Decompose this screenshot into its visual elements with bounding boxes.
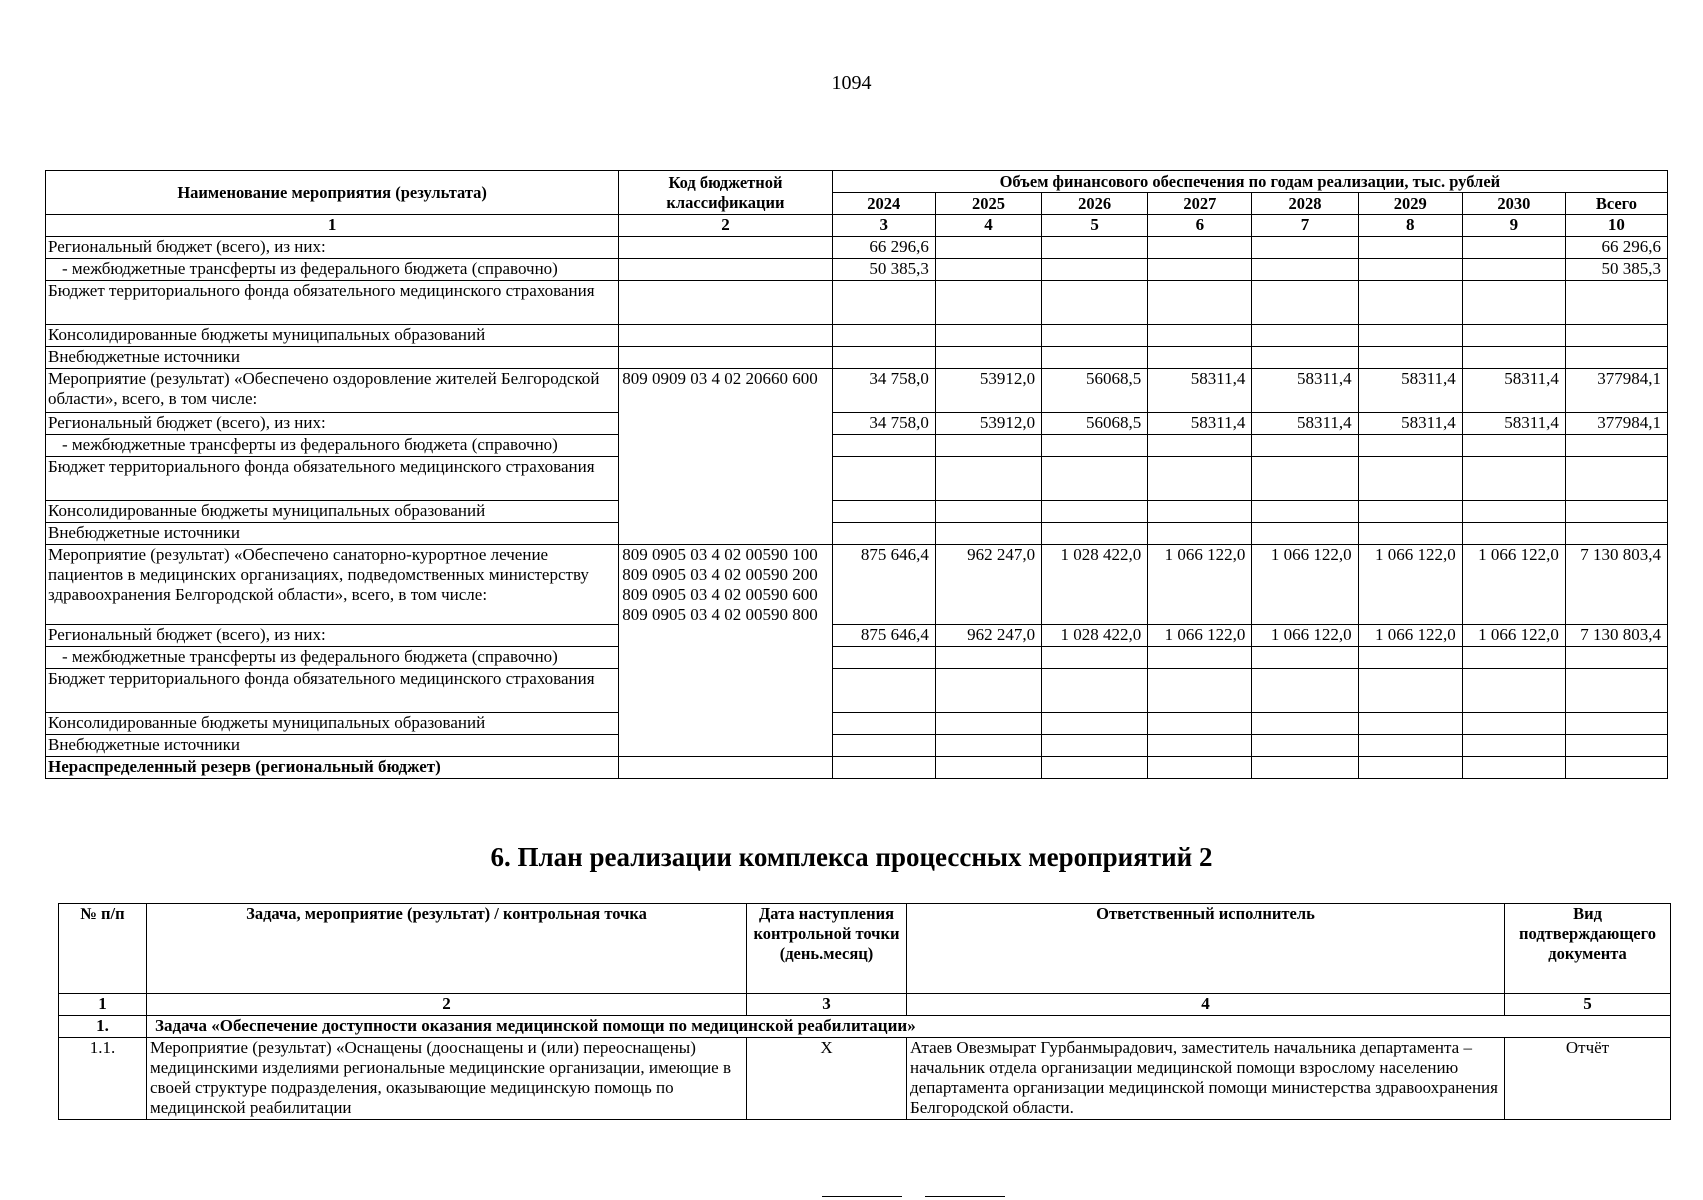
- amount-cell: [935, 281, 1041, 325]
- amount-cell: [1462, 237, 1565, 259]
- plan-colnum: 4: [907, 994, 1505, 1016]
- amount-cell: 53912,0: [935, 413, 1041, 435]
- header-volume: Объем финансового обеспечения по годам реализации, тыс. рублей: [832, 171, 1667, 193]
- amount-cell: [1462, 457, 1565, 501]
- amount-cell: [935, 237, 1041, 259]
- amount-cell: [832, 735, 935, 757]
- row-name: Мероприятие (результат) «Обеспечено санаторно-курортное лечение пациентов в медицинских организациях, подведомственных министерству здравоохранения Белгородской области», всего, в том числе:: [46, 545, 619, 625]
- amount-cell: [1462, 669, 1565, 713]
- row-name: Региональный бюджет (всего), из них:: [46, 237, 619, 259]
- finance-row: [46, 457, 1668, 501]
- amount-cell: [1565, 457, 1667, 501]
- amount-cell: [1565, 435, 1667, 457]
- budget-code: [619, 259, 833, 281]
- amount-cell: [832, 457, 935, 501]
- amount-cell: [1042, 523, 1148, 545]
- amount-cell: 58311,4: [1252, 369, 1358, 413]
- amount-cell: 34 758,0: [832, 413, 935, 435]
- amount-cell: [1252, 523, 1358, 545]
- budget-code: [619, 347, 833, 369]
- amount-cell: 1 066 122,0: [1148, 545, 1252, 625]
- row-name: Внебюджетные источники: [46, 735, 619, 757]
- amount-cell: [1252, 347, 1358, 369]
- amount-cell: 58311,4: [1148, 369, 1252, 413]
- amount-cell: [1565, 757, 1667, 779]
- budget-code: [619, 757, 833, 779]
- amount-cell: 66 296,6: [1565, 237, 1667, 259]
- finance-row: [46, 669, 1668, 713]
- finance-row: [46, 523, 1668, 545]
- amount-cell: [935, 325, 1041, 347]
- amount-cell: [1565, 347, 1667, 369]
- budget-code: 809 0905 03 4 02 00590 100 809 0905 03 4 02 00590 200 809 0905 03 4 02 00590 600 809 0905 03 4 02 00590 800: [619, 545, 833, 757]
- plan-colnum: 3: [747, 994, 907, 1016]
- amount-cell: [832, 713, 935, 735]
- item-date: Х: [747, 1038, 907, 1120]
- header-code: Код бюджетной классификации: [619, 171, 833, 215]
- amount-cell: [832, 501, 935, 523]
- amount-cell: [1042, 325, 1148, 347]
- amount-cell: [1565, 735, 1667, 757]
- column-number: 10: [1565, 215, 1667, 237]
- budget-code: [619, 325, 833, 347]
- plan-header-num: № п/п: [59, 904, 147, 994]
- row-name: Консолидированные бюджеты муниципальных образований: [46, 713, 619, 735]
- budget-code: [619, 237, 833, 259]
- amount-cell: [1462, 523, 1565, 545]
- amount-cell: [1148, 647, 1252, 669]
- header-name: Наименование мероприятия (результата): [46, 171, 619, 215]
- finance-row: [46, 647, 1668, 669]
- amount-cell: [832, 647, 935, 669]
- amount-cell: [1565, 713, 1667, 735]
- column-number: 4: [935, 215, 1041, 237]
- row-name: Региональный бюджет (всего), из них:: [46, 625, 619, 647]
- amount-cell: [935, 669, 1041, 713]
- amount-cell: [1358, 757, 1462, 779]
- amount-cell: [1358, 523, 1462, 545]
- amount-cell: [1252, 237, 1358, 259]
- finance-row: [46, 713, 1668, 735]
- amount-cell: [832, 281, 935, 325]
- amount-cell: [1358, 457, 1462, 501]
- row-name: Бюджет территориального фонда обязательного медицинского страхования: [46, 281, 619, 325]
- column-number: 3: [832, 215, 935, 237]
- amount-cell: [1565, 647, 1667, 669]
- amount-cell: [1148, 281, 1252, 325]
- row-name: Бюджет территориального фонда обязательного медицинского страхования: [46, 457, 619, 501]
- amount-cell: [1042, 501, 1148, 523]
- amount-cell: [1252, 325, 1358, 347]
- amount-cell: [1358, 501, 1462, 523]
- amount-cell: [832, 435, 935, 457]
- amount-cell: [1252, 647, 1358, 669]
- row-name: Нераспределенный резерв (региональный бюджет): [46, 757, 619, 779]
- amount-cell: 34 758,0: [832, 369, 935, 413]
- amount-cell: 875 646,4: [832, 545, 935, 625]
- amount-cell: [935, 457, 1041, 501]
- amount-cell: 1 028 422,0: [1042, 625, 1148, 647]
- finance-row: [46, 369, 1668, 413]
- amount-cell: [1252, 281, 1358, 325]
- column-number: 1: [46, 215, 619, 237]
- amount-cell: [1565, 669, 1667, 713]
- header-year: 2027: [1148, 193, 1252, 215]
- row-name: Внебюджетные источники: [46, 523, 619, 545]
- header-year: 2028: [1252, 193, 1358, 215]
- plan-colnum: 5: [1505, 994, 1671, 1016]
- finance-row: [46, 435, 1668, 457]
- amount-cell: [1358, 435, 1462, 457]
- amount-cell: [1358, 281, 1462, 325]
- budget-code: 809 0909 03 4 02 20660 600: [619, 369, 833, 545]
- finance-row: [46, 259, 1668, 281]
- amount-cell: 66 296,6: [832, 237, 935, 259]
- amount-cell: [832, 347, 935, 369]
- row-name: Мероприятие (результат) «Обеспечено оздоровление жителей Белгородской области», всего, в том числе:: [46, 369, 619, 413]
- amount-cell: 58311,4: [1358, 413, 1462, 435]
- amount-cell: [1358, 669, 1462, 713]
- amount-cell: 50 385,3: [1565, 259, 1667, 281]
- column-number: 5: [1042, 215, 1148, 237]
- amount-cell: [1252, 457, 1358, 501]
- amount-cell: 7 130 803,4: [1565, 625, 1667, 647]
- amount-cell: [1042, 237, 1148, 259]
- amount-cell: 1 066 122,0: [1252, 545, 1358, 625]
- plan-header-task: Задача, мероприятие (результат) / контрольная точка: [147, 904, 747, 994]
- amount-cell: 1 066 122,0: [1462, 625, 1565, 647]
- amount-cell: [832, 523, 935, 545]
- plan-colnum: 2: [147, 994, 747, 1016]
- row-name: - межбюджетные трансферты из федерального бюджета (справочно): [46, 647, 619, 669]
- amount-cell: [935, 523, 1041, 545]
- finance-row: [46, 501, 1668, 523]
- amount-cell: 53912,0: [935, 369, 1041, 413]
- amount-cell: 7 130 803,4: [1565, 545, 1667, 625]
- amount-cell: [1042, 735, 1148, 757]
- amount-cell: 50 385,3: [832, 259, 935, 281]
- amount-cell: [1148, 325, 1252, 347]
- page-number: 1094: [831, 72, 872, 94]
- amount-cell: [1148, 523, 1252, 545]
- amount-cell: [935, 757, 1041, 779]
- plan-header-date: Дата наступления контрольной точки (день.месяц): [747, 904, 907, 994]
- amount-cell: 58311,4: [1148, 413, 1252, 435]
- header-year: Всего: [1565, 193, 1667, 215]
- header-year: 2024: [832, 193, 935, 215]
- amount-cell: 377984,1: [1565, 369, 1667, 413]
- plan-header-doc: Вид подтверждающего документа: [1505, 904, 1671, 994]
- amount-cell: [1462, 501, 1565, 523]
- amount-cell: [1042, 669, 1148, 713]
- finance-row: [46, 325, 1668, 347]
- finance-row: [46, 625, 1668, 647]
- plan-header-executor: Ответственный исполнитель: [907, 904, 1505, 994]
- column-number: 9: [1462, 215, 1565, 237]
- amount-cell: [1148, 259, 1252, 281]
- amount-cell: [1462, 281, 1565, 325]
- amount-cell: 56068,5: [1042, 413, 1148, 435]
- header-year: 2025: [935, 193, 1041, 215]
- amount-cell: [1358, 347, 1462, 369]
- amount-cell: [1042, 281, 1148, 325]
- amount-cell: [935, 735, 1041, 757]
- finance-table: [45, 170, 1668, 779]
- amount-cell: 1 066 122,0: [1358, 545, 1462, 625]
- amount-cell: [1148, 757, 1252, 779]
- amount-cell: 56068,5: [1042, 369, 1148, 413]
- item-num: 1.1.: [59, 1038, 147, 1120]
- amount-cell: [1358, 237, 1462, 259]
- amount-cell: [1148, 457, 1252, 501]
- amount-cell: [1252, 669, 1358, 713]
- amount-cell: [1358, 735, 1462, 757]
- scan-artifact: [822, 1196, 902, 1197]
- column-number: 2: [619, 215, 833, 237]
- amount-cell: 58311,4: [1252, 413, 1358, 435]
- amount-cell: [935, 259, 1041, 281]
- amount-cell: [935, 347, 1041, 369]
- amount-cell: [1565, 325, 1667, 347]
- plan-colnum: 1: [59, 994, 147, 1016]
- amount-cell: [1358, 647, 1462, 669]
- amount-cell: 875 646,4: [832, 625, 935, 647]
- amount-cell: [1462, 259, 1565, 281]
- amount-cell: [1565, 281, 1667, 325]
- amount-cell: [1148, 501, 1252, 523]
- column-number: 6: [1148, 215, 1252, 237]
- column-number: 7: [1252, 215, 1358, 237]
- amount-cell: 962 247,0: [935, 545, 1041, 625]
- amount-cell: 1 066 122,0: [1252, 625, 1358, 647]
- row-name: Бюджет территориального фонда обязательного медицинского страхования: [46, 669, 619, 713]
- amount-cell: [1358, 259, 1462, 281]
- finance-row: [46, 735, 1668, 757]
- task-num: 1.: [59, 1016, 147, 1038]
- amount-cell: [1462, 757, 1565, 779]
- row-name: - межбюджетные трансферты из федерального бюджета (справочно): [46, 435, 619, 457]
- amount-cell: [1252, 735, 1358, 757]
- finance-row: [46, 281, 1668, 325]
- header-year: 2026: [1042, 193, 1148, 215]
- amount-cell: [1148, 237, 1252, 259]
- finance-row: [46, 413, 1668, 435]
- amount-cell: 1 028 422,0: [1042, 545, 1148, 625]
- amount-cell: [1042, 435, 1148, 457]
- amount-cell: [1462, 647, 1565, 669]
- amount-cell: 962 247,0: [935, 625, 1041, 647]
- header-year: 2030: [1462, 193, 1565, 215]
- amount-cell: [935, 435, 1041, 457]
- amount-cell: [832, 325, 935, 347]
- amount-cell: 377984,1: [1565, 413, 1667, 435]
- row-name: Региональный бюджет (всего), из них:: [46, 413, 619, 435]
- amount-cell: 1 066 122,0: [1148, 625, 1252, 647]
- column-number: 8: [1358, 215, 1462, 237]
- amount-cell: [935, 647, 1041, 669]
- amount-cell: [1148, 435, 1252, 457]
- amount-cell: 58311,4: [1462, 369, 1565, 413]
- header-year: 2029: [1358, 193, 1462, 215]
- amount-cell: [935, 501, 1041, 523]
- amount-cell: [1042, 457, 1148, 501]
- amount-cell: [1462, 435, 1565, 457]
- budget-code: [619, 281, 833, 325]
- amount-cell: [1148, 669, 1252, 713]
- row-name: - межбюджетные трансферты из федерального бюджета (справочно): [46, 259, 619, 281]
- plan-table: [58, 903, 1671, 1120]
- amount-cell: 1 066 122,0: [1358, 625, 1462, 647]
- amount-cell: [1565, 523, 1667, 545]
- row-name: Консолидированные бюджеты муниципальных образований: [46, 501, 619, 523]
- amount-cell: [1462, 735, 1565, 757]
- amount-cell: [1358, 713, 1462, 735]
- amount-cell: [832, 669, 935, 713]
- section-title: 6. План реализации комплекса процессных мероприятий 2: [490, 842, 1213, 872]
- row-name: Внебюджетные источники: [46, 347, 619, 369]
- amount-cell: 58311,4: [1358, 369, 1462, 413]
- scan-artifact: [925, 1196, 1005, 1197]
- item-executor: Атаев Овезмырат Гурбанмырадович, заместитель начальника департамента – начальник отдела организации медицинской помощи взрослому населению департамента организации медицинской помощи министерства здравоохранения Белгородской области.: [907, 1038, 1505, 1120]
- amount-cell: [1252, 501, 1358, 523]
- amount-cell: [1042, 647, 1148, 669]
- amount-cell: [1462, 347, 1565, 369]
- amount-cell: [1042, 259, 1148, 281]
- amount-cell: [1042, 757, 1148, 779]
- amount-cell: [1252, 757, 1358, 779]
- item-text: Мероприятие (результат) «Оснащены (дооснащены и (или) переоснащены) медицинскими изделиями региональные медицинские организации, имеющие в своей структуре подразделения, оказывающие медицинскую помощь по медицинской реабилитации: [147, 1038, 747, 1120]
- amount-cell: [1148, 713, 1252, 735]
- amount-cell: [1252, 259, 1358, 281]
- amount-cell: [1042, 713, 1148, 735]
- amount-cell: [1042, 347, 1148, 369]
- amount-cell: [1148, 735, 1252, 757]
- amount-cell: [1462, 325, 1565, 347]
- finance-row: [46, 545, 1668, 625]
- amount-cell: [935, 713, 1041, 735]
- amount-cell: 58311,4: [1462, 413, 1565, 435]
- amount-cell: [1148, 347, 1252, 369]
- amount-cell: [1252, 435, 1358, 457]
- row-name: Консолидированные бюджеты муниципальных образований: [46, 325, 619, 347]
- finance-row: [46, 347, 1668, 369]
- finance-row: [46, 757, 1668, 779]
- finance-row: [46, 237, 1668, 259]
- amount-cell: [1358, 325, 1462, 347]
- amount-cell: 1 066 122,0: [1462, 545, 1565, 625]
- amount-cell: [832, 757, 935, 779]
- item-doc: Отчёт: [1505, 1038, 1671, 1120]
- task-text: Задача «Обеспечение доступности оказания медицинской помощи по медицинской реабилитации»: [147, 1016, 1671, 1038]
- amount-cell: [1252, 713, 1358, 735]
- amount-cell: [1565, 501, 1667, 523]
- amount-cell: [1462, 713, 1565, 735]
